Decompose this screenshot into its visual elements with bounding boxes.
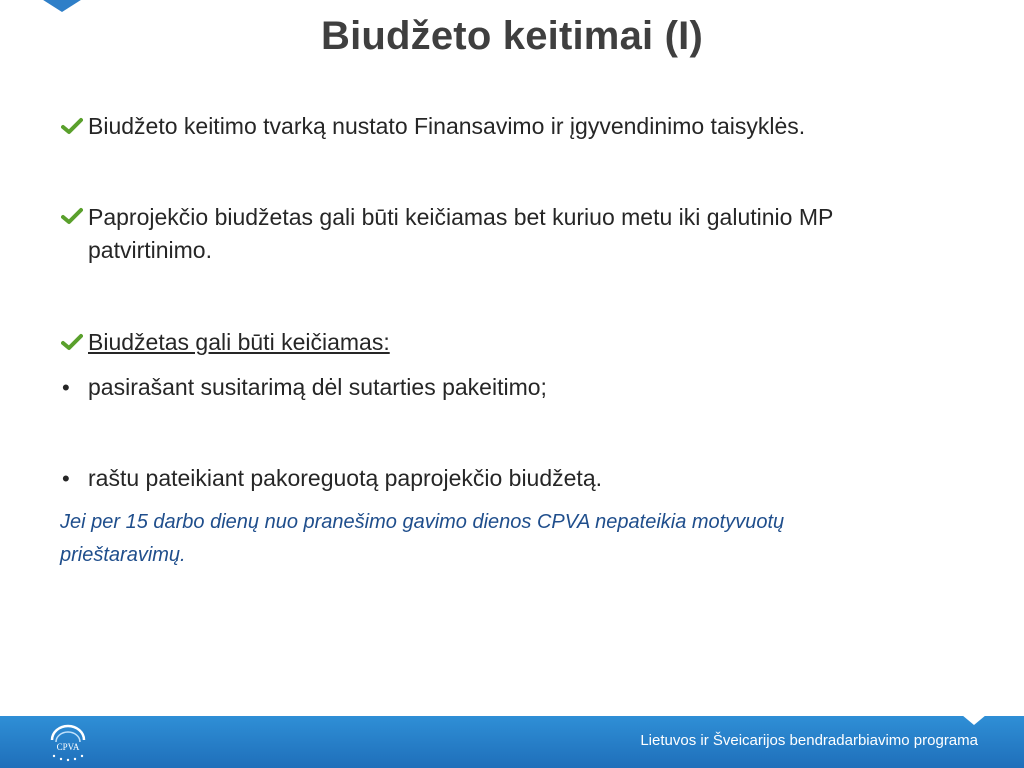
bullet-text-3: Biudžetas gali būti keičiamas: [88, 329, 390, 355]
sub-bullet-text-1: pasirašant susitarimą dėl sutarties pakeitimo; [88, 374, 547, 400]
checkmark-icon [61, 207, 83, 225]
bullet-dot-icon: • [62, 466, 70, 491]
checkmark-icon [61, 117, 83, 135]
note-line-2: prieštaravimų. [60, 544, 186, 566]
cpva-logo-icon [44, 722, 92, 764]
bullet-dot-icon: • [62, 375, 70, 400]
footer-notch-decoration [962, 715, 986, 725]
bullet-text-2-line1: Paprojekčio biudžetas gali būti keičiamas bet kuriuo metu iki galutinio MP [88, 204, 834, 230]
logo-text: CPVA [56, 742, 80, 752]
footer-program-name: Lietuvos ir Šveicarijos bendradarbiavimo programa [640, 732, 978, 749]
footer-bar [0, 716, 1024, 768]
bullet-text-2-line2: patvirtinimo. [88, 237, 212, 263]
note-line-1: Jei per 15 darbo dienų nuo pranešimo gavimo dienos CPVA nepateikia motyvuotų [60, 511, 785, 533]
slide-title: Biudžeto keitimai (I) [320, 14, 703, 58]
bullet-text-1: Biudžeto keitimo tvarką nustato Finansavimo ir įgyvendinimo taisyklės. [88, 113, 806, 139]
top-tab-decoration [40, 0, 84, 12]
checkmark-icon [61, 333, 83, 351]
sub-bullet-text-2: raštu pateikiant pakoreguotą paprojekčio biudžetą. [88, 465, 603, 491]
